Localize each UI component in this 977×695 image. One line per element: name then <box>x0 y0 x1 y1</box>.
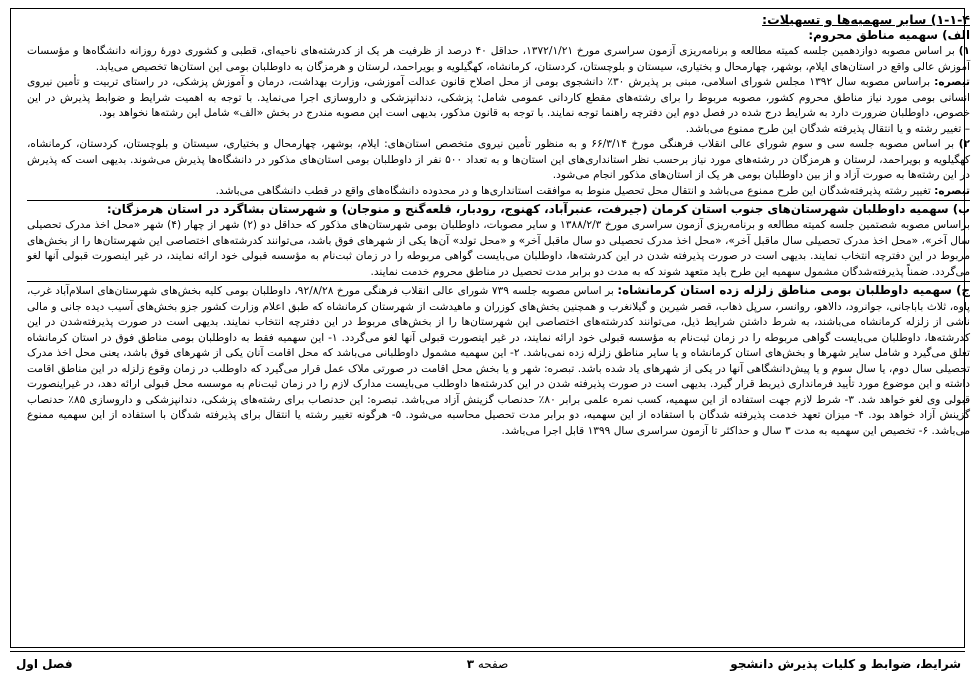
item-2-number: ۲) <box>958 138 970 150</box>
content-frame <box>10 8 971 648</box>
section-c-paragraph <box>27 282 970 439</box>
section-a-note-2 <box>27 184 970 200</box>
section-a-item-2 <box>27 137 970 184</box>
note-2-text: تغییر رشته پذیرفته‌شدگان این طرح ممنوع می‌باشد و انتقال محل تحصیل منوط به موافقت استانداری‌ها و در محدوده دانشگاه‌های واقع در قطب دانشگاهی می‌باشد. <box>215 184 935 197</box>
section-a-item-1 <box>27 44 970 75</box>
item-2-text: بر اساس مصوبه جلسه سی و سوم شورای عالی انقلاب فرهنگی مورخ ۶۶/۳/۱۴ و به منظور تأمین نیروی متخصص استان‌های: ایلام، بوشهر، چهارمحال و بختیاری، سیستان و بلوچستان، کردستان، کرمانشاه، کهگیلویه و بویراحمد، لرستان و هرمزگان در رشته‌های مورد نیاز برحسب نظر استانداری‌های این استان‌ها و به تعداد ۵۰۰ نفر از داوطلبان بومی استان‌های مذکور در دانشگاه‌ها پذیرش می‌شوند. بدیهی است که پذیرش در این رشته‌ها به صورت آزاد و از بین داوطلبان بومی هر یک از استان‌های مذکور انجام می‌شود. <box>27 138 970 181</box>
section-a-note-1 <box>27 75 970 122</box>
footer-divider <box>10 651 965 652</box>
section-b-text: براساس مصوبه شصتمین جلسه کمیته مطالعه و برنامه‌ریزی آزمون سراسری مورخ ۱۳۸۸/۲/۳ و سایر مصوبات، داوطلبان بومی شهرستان‌های مذکور که حداقل دو (۲) شهر از چهار (۴) شهر «محل اخذ مدرک تحصیلی سال آخر»، «محل اخذ مدرک تحصیلی سال ماقبل آخر»، «محل اخذ مدرک تحصیلی دو سال ماقبل آخر» و «محل تولد» آن‌ها یکی از شهرهای فوق باشد، می‌توانند کدرشته‌های اختصاصی این شهرستان‌ها را از بخش‌های مربوط در این دفترچه انتخاب نمایند. بدیهی است در صورت پذیرفته شدن در این کدرشته‌ها، داوطلبان می‌بایست گواهی مربوطه را در زمان ثبت‌نام به مؤسسه قبولی خود ارائه نمایند، در غیر اینصورت قبولی آنها لغو می‌گردد. ضمناً پذیرفته‌شدگان مشمول سهمیه این طرح باید متعهد شوند که به مدت دو برابر مدت تحصیل در مناطق محروم خدمت نمایند. <box>27 219 970 278</box>
footer-page <box>10 657 965 671</box>
section-c-title: ج) سهمیه داوطلبان بومی مناطق زلزله زده استان کرمانشاه: <box>617 283 970 297</box>
section-b-title: ب) سهمیه داوطلبان شهرستان‌های جنوب استان کرمان (جیرفت، عنبرآباد، کهنوج، رودبار، قلعه‌گنج و منوجان) و شهرستان بشاگرد در استان هرمزگان: <box>106 202 970 216</box>
section-a <box>27 27 970 201</box>
section-b <box>27 201 970 282</box>
item-1-text: بر اساس مصوبه دوازدهمین جلسه کمیته مطالعه و برنامه‌ریزی آزمون سراسری مورخ ۱۳۷۲/۱/۲۱، حداقل ۴۰ درصد از ظرفیت هر یک از کدرشته‌های ناحیه‌ای، قطبی و کشوری دورهٔ روزانه دانشگاه‌ها و مؤسسات آموزش عالی واقع در استان‌های ایلام، بوشهر، چهارمحال و بختیاری، سیستان و بلوچستان، کردستان، کرمانشاه، کهگیلویه و بویراحمد، لرستان و هرمزگان به داوطلبان بومی این استان‌ها تخصیص می‌یابد. <box>27 45 970 73</box>
section-a-title: الف) سهمیه مناطق محروم: <box>808 28 970 42</box>
note-2-label: تبصره: <box>934 184 970 197</box>
section-heading: ۱-۱-۴) سایر سهمیه‌ها و تسهیلات: <box>762 12 970 27</box>
page-number: ۳ <box>466 657 475 671</box>
note-1-text: براساس مصوبه سال ۱۳۹۲ مجلس شورای اسلامی، مبنی بر پذیرش ۳۰٪ دانشجوی بومی از محل اصلاح قانون عدالت آموزشی، وزارت بهداشت، درمان و آموزش پزشکی، در راستای تربیت و تأمین نیروی انسانی بومی مورد نیاز مناطق محروم کشور، مصوبه مربوط را برای رشته‌های مقطع کاردانی عمومی شامل: پزشکی، دندانپزشکی و داروسازی اجرا می‌نماید. با توجه به اهمیت شرایط و ضوابط پذیرش در این خصوص، داوطلبان ضرورت دارد به شرایط درج شده در فصل دوم این دفترچه راهنما توجه نمایند. با توجه به قانون مذکور، بدیهی است این مصوبه مندرج در بخش «الف» شامل این رشته‌ها نخواهد بود. <box>27 76 970 119</box>
section-c <box>27 282 970 440</box>
section-a-bullet-1: – تغییر رشته و یا انتقال پذیرفته شدگان این طرح ممنوع می‌باشد. <box>685 122 970 135</box>
note-1-label: تبصره: <box>934 76 970 88</box>
footer-title: شرایط، ضوابط و کلیات پذیرش دانشجو <box>730 657 961 671</box>
section-c-text: بر اساس مصوبه جلسه ۷۳۹ شورای عالی انقلاب فرهنگی مورخ ۹۲/۸/۲۸، داوطلبان بومی کلیه بخش‌های شهرستان‌های اسلام‌آباد غرب، پاوه، ثلاث باباجانی، جوانرود، دالاهو، روانسر، سرپل ذهاب، قصر شیرین و گیلانغرب و همچنین بخش‌های کوزران و ماهیدشت از شهرستان کرمانشاه که طبق اعلام وزارت کشور جزو بخش‌های آسیب دیده جانی و مالی ناشی از زلزله کرمانشاه می‌باشند، به شرط داشتن شرایط ذیل، می‌توانند کدرشته‌های اختصاصی این شهرستان‌ها را از بخش‌های مربوط در این دفترچه انتخاب نمایند. بدیهی است در صورت پذیرفته‌شدن در این کدرشته‌ها، داوطلبان می‌بایست گواهی مربوطه را در زمان ثبت‌نام به مؤسسه قبولی خود ارائه نمایند، در غیر اینصورت قبولی آنها لغو می‌گردد. ۱- این سهمیه فقط به داوطلبان بومی مناطق فوق در استان کرمانشاه تعلق می‌گیرد و شامل سایر شهرها و بخش‌های استان کرمانشاه و یا سایر مناطق زلزله زده نمی‌باشد. ۲- این سهمیه مشمول داوطلبانی می‌باشد که محل اقامت آنان یکی از شهرهای فوق باشد، یعنی محل اخذ مدرک تحصیلی سال دوم، یا سال سوم و یا پیش‌دانشگاهی آنها در یکی از شهرهای یاد شده باشد. تبصره: شهر و یا بخش محل اقامت در صورتی ملاک عمل قرار می‌گیرد که داوطلب در زمان وقوع زلزله در این مناطق اقامت داشته و این موضوع مورد تأیید فرمانداری ذیربط قرار گیرد. بدیهی است در صورت پذیرفته شدن در این کدرشته‌ها داوطلب می‌بایست مدارک لازم را در زمان ثبت‌نام به موسسه محل قبولی ارائه دهد، در غیراینصورت قبولی وی لغو خواهد شد. ۳- شرط لازم جهت استفاده از این سهمیه، کسب نمره علمی برابر ۸۰٪ حدنصاب گزینش آزاد می‌باشد. تبصره: این حدنصاب برای رشته‌های پزشکی، دندانپزشکی و داروسازی ۸۵٪ حدنصاب گزینش آزاد خواهد بود. ۴- میزان تعهد خدمت پذیرفته شدگان با استفاده از این سهمیه، دو برابر مدت تحصیل محاسبه می‌شود. ۵- هرگونه تغییر رشته یا انتقال برای پذیرفته شدگان با استفاده از این سهمیه ممنوع می‌باشد. ۶- تخصیص این سهمیه به مدت ۳ سال و حداکثر تا آزمون سراسری سال ۱۳۹۹ قابل اجرا می‌باشد. <box>27 285 971 437</box>
page-label: صفحه <box>477 657 509 671</box>
footer-chapter: فصل اول <box>16 657 73 671</box>
content-body <box>27 12 970 440</box>
page-footer <box>10 657 965 677</box>
item-1-number: ۱) <box>958 45 970 57</box>
